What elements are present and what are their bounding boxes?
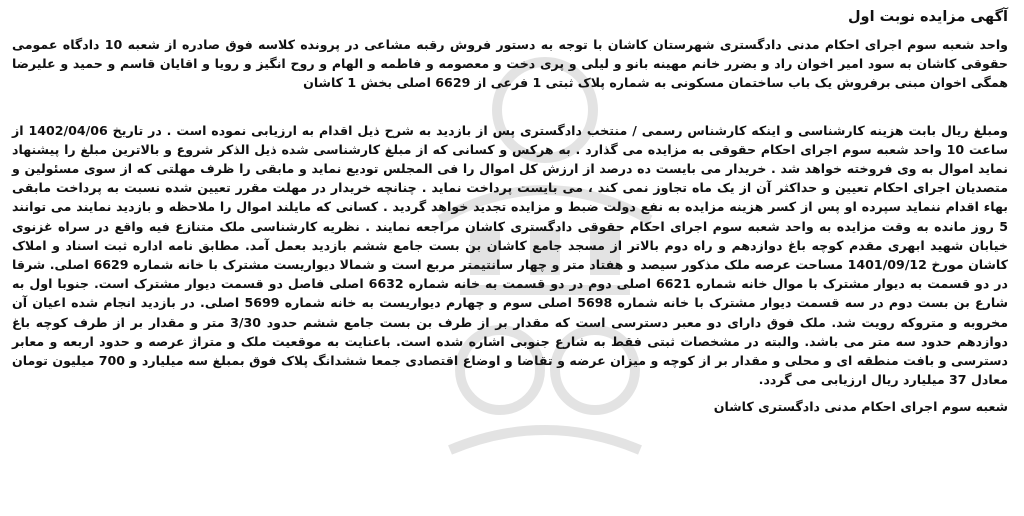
- notice-title: آگهی مزایده نوبت اول: [847, 9, 1008, 25]
- notice-paragraph-details: ومبلغ ریال بابت هزینه کارشناسی و اینکه کارشناس رسمی / منتخب دادگستری پس از بازدید به شرح ذیل اقدام به ارزیابی نموده است . در تاریخ 1402/04/06 از ساعت 10 واحد شعبه سوم اجرای احکام حقوقی به مزایده می گذارد . به هرکس و کسانی که از مبلغ کارشناسی شده ذیل الذکر شروع و بالاترین مبلغ را پیشنهاد نماید اموال به وی فروخته خواهد شد . خریدار می بایست ده درصد از ارزش کل اموال را فی المجلس تودیع نماید و مابقی را ظرف مهلتی که از سوی مسئولین و متصدیان اجرای احکام تعیین و حداکثر آن از یک ماه تجاوز نمی کند ، می بایست پرداخت نماید . چنانچه خریدار در مهلت مقرر تعیین شده نسبت به پرداخت مابقی بهاء اقدام ننماید سپرده او پس از کسر هزینه مزایده به نفع دولت ضبط و مزایده تجدید خواهد گردید . کسانی که مایلند اموال را ملاحظه و بازدید نمایند می توانند 5 روز مانده به وقت مزایده به واحد شعبه سوم اجرای احکام حقوقی دادگستری کاشان مراجعه نمایند . نظریه کارشناسی ملک متنازع فیه واقع در سراه غزنوی خیابان شهید ابهری مقدم کوچه باغ دوازدهم و راه دوم بالاتر از مسجد جامع کاشان بن بست جامع ششم بازدید بعمل آمد. مطابق نامه اداره ثبت اسناد و املاک کاشان مورخ 1401/09/12 مساحت عرصه ملک مذکور سیصد و هفتاد متر و چهار سانتیمتر مربع است و شمالا دیواریست مشترک با خانه شماره 6629 اصلی. شرقا در دو قسمت به دیوار مشترک با موال خانه شماره 6621 اصلی دوم در دو قسمت به خانه شماره 6632 اصلی فاصل دو قسمت دیوار مشترک است. جنوبا اول به شارع بن بست دوم در سه قسمت دیوار مشترک با خانه شماره 5698 اصلی سوم و چهارم دیواریست به خانه شماره 5699 اصلی. در بازدید انجام شده اعیان آن مخروبه و متروکه رویت شد. ملک فوق دارای دو معبر دسترسی است که مقدار بر از طرف بن بست جامع ششم حدود 3/30 متر و مقدار بر از طرف کوچه باغ دوازدهم حدود سه متر می باشد. والبته در مشخصات ثبتی فقط به شارع جنوبی اشاره شده است. باعنایت به موقعیت ملک و متراژ عرصه و حدود اربعه و معابر دسترسی و بافت منطقه ای و محلی و مقدار بر از کوچه و میزان عرضه و تقاضا و اوضاع اقتصادی جمعا ششدانگ پلاک فوق بمبلغ سه میلیارد و 700 میلیون تومان معادل 37 میلیارد ریال ارزیابی می گردد.: [12, 122, 1009, 388]
- notice-paragraph-parties: واحد شعبه سوم اجرای احکام مدنی دادگستری شهرستان کاشان با توجه به دستور فروش رقبه مشاعی در پرونده کلاسه فوق صادره از شعبه 10 دادگاه عمومی حقوقی کاشان به سود امیر اخوان راد و بضرر خانم مهینه بانو و لیلی و پری دخت و معصومه و فاطمه و الهام و روح انگیز و رویا و اقایان قاسم و حمید و علیرضا همگی اخوان مبنی برفروش یک باب ساختمان مسکونی به شماره پلاک ثبتی 1 فرعی از 6629 اصلی بخش 1 کاشان: [12, 37, 1008, 91]
- notice-issuer-signature: شعبه سوم اجرای احکام مدنی دادگستری کاشان: [713, 399, 1008, 415]
